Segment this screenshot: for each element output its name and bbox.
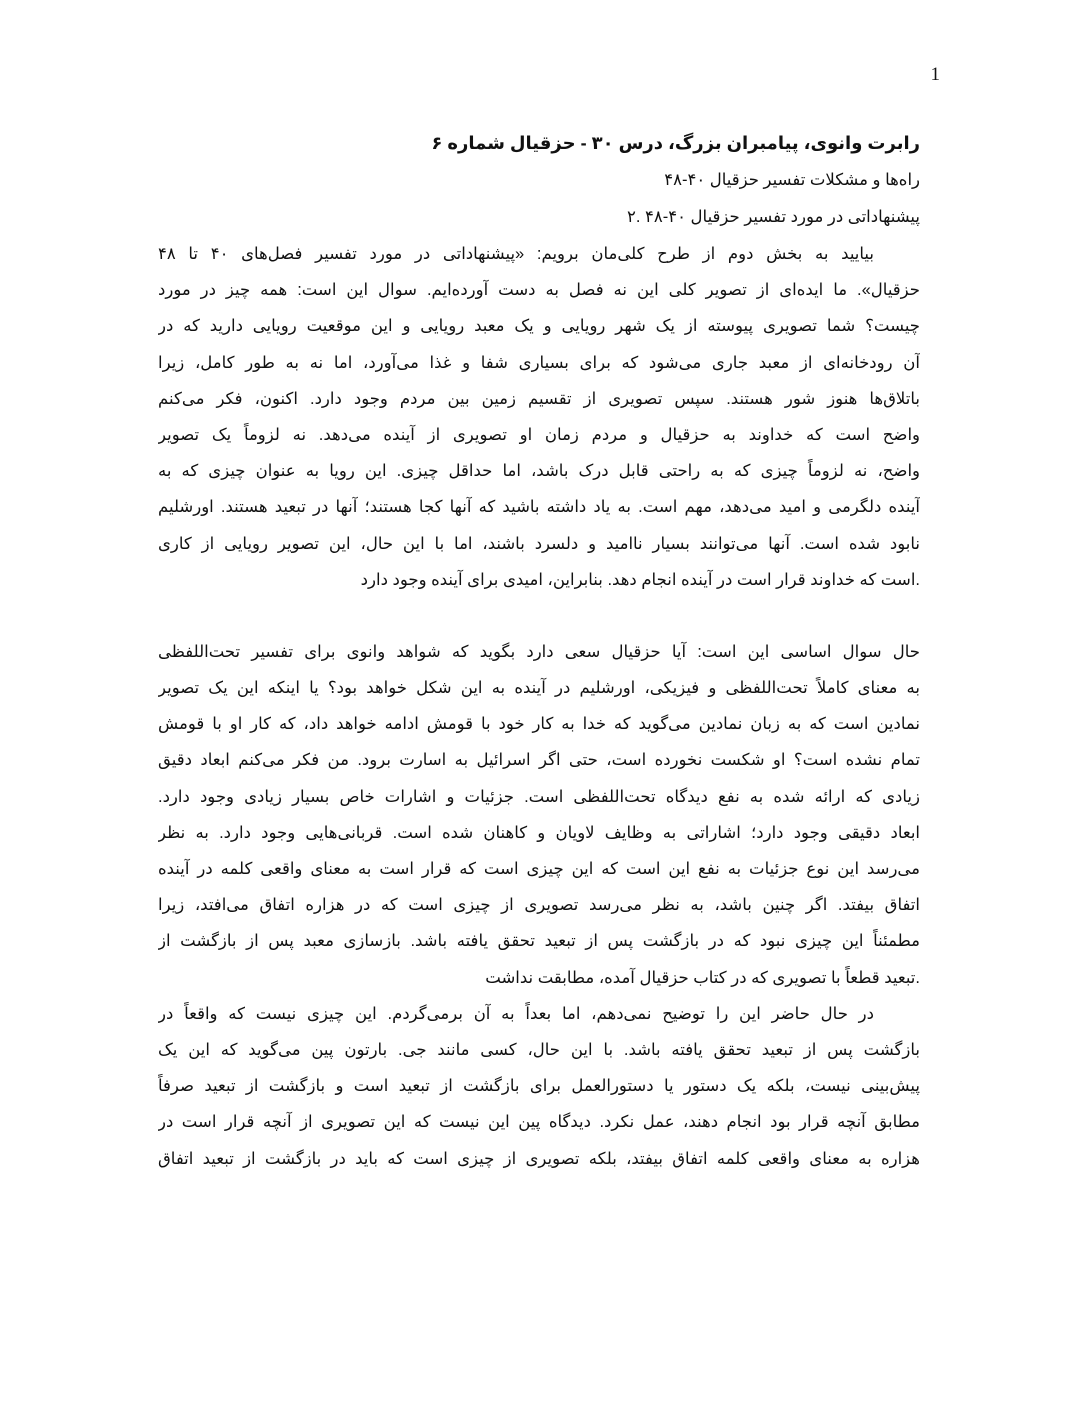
paragraph	[158, 634, 920, 996]
document-body	[158, 124, 920, 1177]
paragraph-line: مطابق آنچه قرار بود انجام دهند، عمل نکرد. دیدگاه پین این نیست که این تصویری از آنچه قرار است در	[158, 1113, 920, 1132]
paragraph-line: هزاره به معنای واقعی کلمه اتفاق بیفتد، بلکه تصویری از چیزی است که باید در بازگشت از تبعید اتفاق	[158, 1149, 920, 1168]
paragraph-line: ابعاد دقیقی وجود دارد؛ اشاراتی به وظایف لاویان و کاهنان شده است. قربانی‌هایی وجود دارد. به نظر	[158, 823, 920, 842]
document-title: رابرت وانوی، پیامبران بزرگ، درس ۳۰ - حزقیال شماره ۶	[431, 133, 920, 153]
paragraph-line: واضح است که خداوند به حزقیال و مردم زمان او تصویری از آینده می‌دهد. نه لزوماً یک تصویر	[158, 425, 920, 444]
paragraph-line: چیست؟ شما تصویری پیوسته از یک شهر رویایی و یک معبد رویایی و این موقعیت رویایی دارید که در	[158, 317, 920, 336]
section-subtitle: راه‌ها و مشکلات تفسیر حزقیال ۴۰-۴۸	[664, 171, 920, 189]
paragraph-line: تمام نشده است؟ او شکست نخورده است، حتی اگر اسرائیل به اسارت برود. من فکر می‌کنم ابعاد دقیق	[158, 751, 920, 770]
paragraph-line: آن رودخانه‌ای از معبد جاری می‌شود که برای بسیاری شفا و غذا می‌آورد، اما نه به طور کامل، زیرا	[158, 353, 920, 372]
paragraph-line: حال سوال اساسی این است: آیا حزقیال سعی دارد بگوید که شواهد وانوی برای تفسیر تحت‌اللفظی	[158, 642, 920, 661]
section-subtitle: پیشنهاداتی در مورد تفسیر حزقیال ۴۰-۴۸ .۲	[626, 208, 920, 226]
paragraph-line: در حال حاضر این را توضیح نمی‌دهم، اما بعداً به آن برمی‌گردم. این چیزی نیست که واقعاً در	[158, 1004, 874, 1023]
paragraph-line: مطمئناً این چیزی نبود که در بازگشت پس از تبعید تحقق یافته باشد. بازسازی معبد پس از بازگشت از	[158, 932, 920, 951]
paragraph-line: آینده دلگرمی و امید می‌دهد، مهم است. به یاد داشته باشید که آنها کجا هستند؛ آنها در تبعید هستند. اورشلیم	[158, 498, 920, 517]
paragraph-line: بازگشت پس از تبعید تحقق یافته باشد. با این حال، کسی مانند جی. بارتون پین می‌گوید که این یک	[158, 1040, 920, 1059]
page-number: 1	[930, 64, 940, 85]
paragraph-line: .است که خداوند قرار است در آینده انجام دهد. بنابراین، امیدی برای آینده وجود دارد	[360, 570, 920, 589]
paragraph-line: به معنای کاملاً تحت‌اللفظی و فیزیکی، اورشلیم در آینده به این شکل خواهد بود؟ یا اینکه این یک تصویر	[158, 679, 920, 698]
paragraph-line: اتفاق بیفتد. اگر چنین باشد، به نظر می‌رسد تصویری از چیزی است که در هزاره اتفاق می‌افتد، زیرا	[158, 896, 920, 915]
paragraph-line: می‌رسد این نوع جزئیات به نفع این است که این چیزی است که قرار است به معنای واقعی کلمه در آینده	[158, 860, 920, 878]
paragraph-line: حزقیال». ما ایده‌ای از تصویر کلی این نه فصل به دست آورده‌ایم. سوال این است: همه چیز در مورد	[158, 281, 920, 300]
paragraph	[158, 996, 920, 1177]
paragraph-line: زیادی که ارائه شده به نفع دیدگاه تحت‌اللفظی است. جزئیات و اشارات خاص بسیار زیادی وجود دارد.	[158, 787, 920, 806]
paragraph-line: بیایید به بخش دوم از طرح کلی‌مان برویم: «پیشنهاداتی در مورد تفسیر فصل‌های ۴۰ تا ۴۸	[158, 245, 874, 263]
paragraph-line: .تبعید قطعاً با تصویری که در کتاب حزقیال آمده، مطابقت نداشت	[485, 968, 920, 987]
paragraph	[158, 236, 920, 598]
paragraph-line: نابود شده است. آنها می‌توانند بسیار ناامید و دلسرد باشند، اما با این حال، این تصویر رویایی از کاری	[158, 534, 920, 553]
paragraph-line: پیش‌بینی نیست، بلکه یک دستور یا دستورالعمل برای بازگشت از تبعید است و بازگشت از تبعید صرفاً	[158, 1077, 920, 1096]
paragraph-line: نمادین است که به زبان نمادین می‌گوید که خدا به کار خود با قومش ادامه خواهد داد، که کار او با قومش	[158, 715, 920, 734]
paragraph-line: واضح، نه لزوماً چیزی که به راحتی قابل درک باشد، اما حداقل چیزی. این رویا به عنوان چیزی که به	[158, 462, 920, 481]
paragraph-line: باتلاق‌ها هنوز شور هستند. سپس تصویری از تقسیم زمین بین مردم وجود دارد. اکنون، فکر می‌کنم	[158, 389, 920, 408]
paragraph-spacer	[158, 598, 920, 634]
